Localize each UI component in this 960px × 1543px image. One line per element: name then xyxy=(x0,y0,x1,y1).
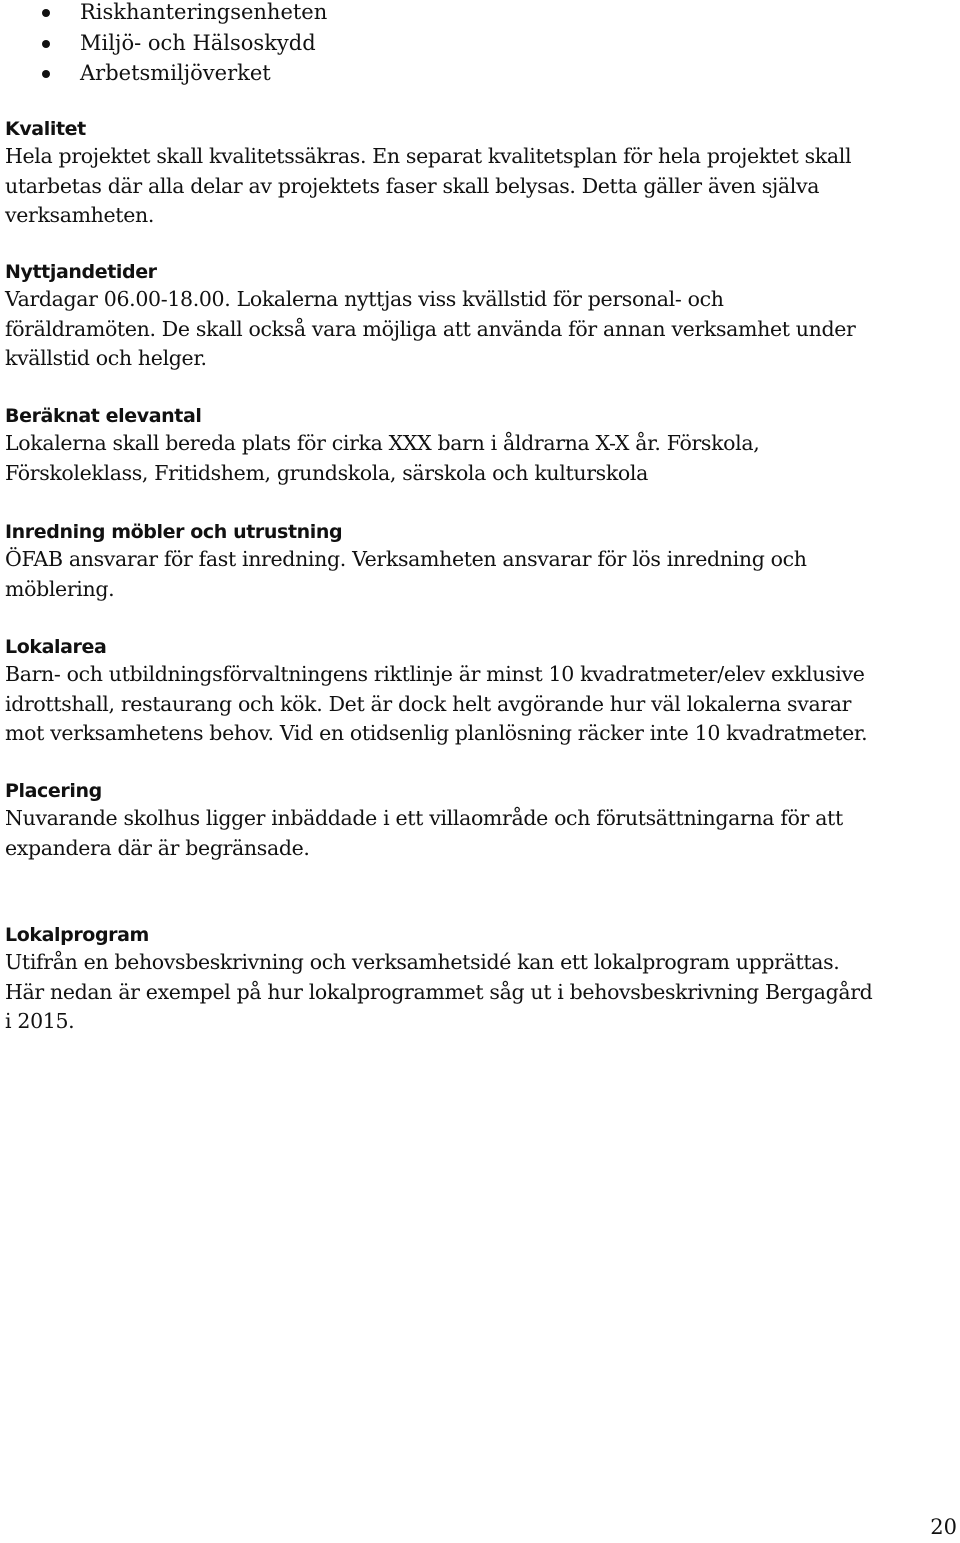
text-line: Nuvarande skolhus ligger inbäddade i ett villaområde och förutsättningarna för att xyxy=(5,806,843,830)
section-beraknat-elevantal xyxy=(5,403,960,488)
text-line: Utifrån en behovsbeskrivning och verksamhetsidé kan ett lokalprogram upprättas. xyxy=(5,950,840,974)
section-heading: Nyttjandetider xyxy=(5,261,157,283)
text-line: idrottshall, restaurang och kök. Det är dock helt avgörande hur väl lokalerna svarar xyxy=(5,691,852,716)
bullet-dot-icon xyxy=(42,40,50,48)
section-body xyxy=(5,285,960,374)
section-heading: Placering xyxy=(5,780,102,802)
bullet-item-text: Arbetsmiljöverket xyxy=(80,61,271,85)
section-inredning xyxy=(5,519,960,604)
section-kvalitet xyxy=(5,116,960,231)
bullet-dot-icon xyxy=(42,9,50,17)
text-line: i 2015. xyxy=(5,1009,75,1033)
text-line: utarbetas där alla delar av projektets faser skall belysas. Detta gäller även själva xyxy=(5,173,820,198)
text-line: Här nedan är exempel på hur lokalprogrammet såg ut i behovsbeskrivning Bergagård xyxy=(5,979,873,1004)
section-lokalarea xyxy=(5,634,960,749)
text-line: verksamheten. xyxy=(5,203,154,227)
text-line: Barn- och utbildningsförvaltningens riktlinje är minst 10 kvadratmeter/elev exklusive xyxy=(5,662,865,686)
section-heading: Lokalprogram xyxy=(5,924,149,946)
text-line: expandera där är begränsade. xyxy=(5,835,310,860)
text-line: Lokalerna skall bereda plats för cirka XXX barn i åldrarna X-X år. Förskola, xyxy=(5,431,760,455)
section-lokalprogram xyxy=(5,922,960,1037)
section-body xyxy=(5,545,960,604)
text-line: mot verksamhetens behov. Vid en otidsenlig planlösning räcker inte 10 kvadratmeter. xyxy=(5,721,868,745)
text-line: Vardagar 06.00-18.00. Lokalerna nyttjas viss kvällstid för personal- och xyxy=(5,287,724,311)
text-line: möblering. xyxy=(5,576,115,601)
bullet-dot-icon xyxy=(42,70,50,78)
bullet-item xyxy=(0,28,327,59)
section-nyttjandetider xyxy=(5,259,960,374)
text-line: föräldramöten. De skall också vara möjliga att använda för annan verksamhet under xyxy=(5,316,856,341)
section-body xyxy=(5,660,960,749)
section-body xyxy=(5,948,960,1037)
section-heading: Lokalarea xyxy=(5,636,107,658)
section-body xyxy=(5,804,960,863)
bullet-item-text: Miljö- och Hälsoskydd xyxy=(80,30,316,55)
section-heading: Kvalitet xyxy=(5,118,86,140)
bullet-item xyxy=(0,58,327,89)
text-line: Hela projektet skall kvalitetssäkras. En separat kvalitetsplan för hela projektet skall xyxy=(5,144,852,168)
section-placering xyxy=(5,778,960,863)
bullet-list xyxy=(0,0,327,89)
bullet-item xyxy=(0,0,327,28)
section-heading: Inredning möbler och utrustning xyxy=(5,521,343,543)
text-line: Förskoleklass, Fritidshem, grundskola, särskola och kulturskola xyxy=(5,460,648,485)
text-line: ÖFAB ansvarar för fast inredning. Verksamheten ansvarar för lös inredning och xyxy=(5,547,807,571)
section-body xyxy=(5,429,960,488)
bullet-item-text: Riskhanteringsenheten xyxy=(80,0,328,24)
section-body xyxy=(5,142,960,231)
section-heading: Beräknat elevantal xyxy=(5,405,202,427)
text-line: kvällstid och helger. xyxy=(5,346,207,370)
page-number: 20 xyxy=(930,1515,957,1539)
